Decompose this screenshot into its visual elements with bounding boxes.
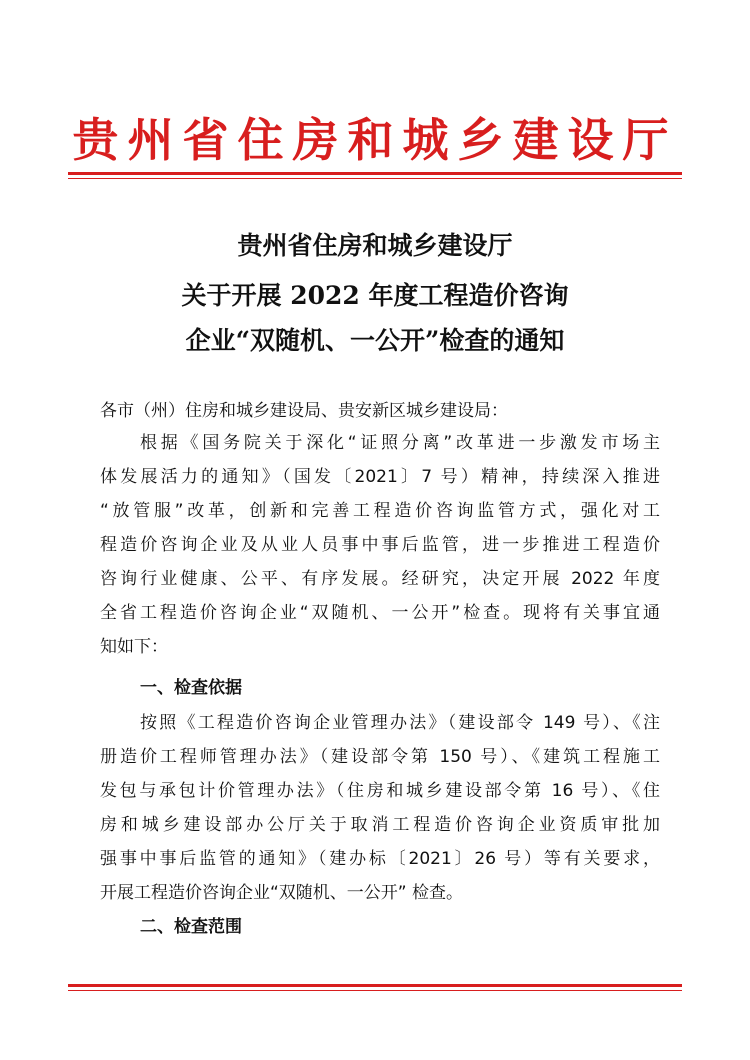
section-heading: 一、检查依据	[140, 678, 242, 698]
agency-header: 贵州省住房和城乡建设厅	[72, 113, 678, 167]
document-title-line-2: 关于开展 2022 年度工程造价咨询	[181, 281, 569, 310]
paragraph-line: 强事中事后监管的通知》（建办标〔2021〕26 号）等有关要求，	[100, 849, 660, 869]
paragraph-line: 根据《国务院关于深化“证照分离”改革进一步激发市场主	[140, 433, 660, 453]
document-title-line-1: 贵州省住房和城乡建设厅	[237, 231, 513, 260]
paragraph-line: 开展工程造价咨询企业“双随机、一公开” 检查。	[100, 883, 464, 903]
paragraph-line: 房和城乡建设部办公厅关于取消工程造价咨询企业资质审批加	[100, 815, 660, 835]
salutation: 各市（州）住房和城乡建设局、贵安新区城乡建设局：	[100, 401, 508, 421]
paragraph-line: 发包与承包计价管理办法》（住房和城乡建设部令第 16 号）、《住	[100, 781, 660, 801]
paragraph-line: 按照《工程造价咨询企业管理办法》（建设部令 149 号）、《注	[140, 713, 660, 733]
document-title-line-3: 企业“双随机、一公开”检查的通知	[185, 326, 565, 355]
footer-divider-thick	[68, 984, 682, 987]
paragraph-line: 程造价咨询企业及从业人员事中事后监管，进一步推进工程造价	[100, 535, 660, 555]
paragraph-line: “放管服”改革，创新和完善工程造价咨询监管方式，强化对工	[100, 501, 660, 521]
paragraph-line: 体发展活力的通知》（国发〔2021〕7 号）精神，持续深入推进	[100, 467, 660, 487]
paragraph-line: 全省工程造价咨询企业“双随机、一公开”检查。现将有关事宜通	[100, 603, 660, 623]
paragraph-line: 册造价工程师管理办法》（建设部令第 150 号）、《建筑工程施工	[100, 747, 660, 767]
header-divider-thin	[68, 178, 682, 179]
section-heading: 二、检查范围	[140, 917, 242, 937]
header-divider-thick	[68, 172, 682, 175]
footer-divider-thin	[68, 990, 682, 991]
paragraph-line: 咨询行业健康、公平、有序发展。经研究，决定开展 2022 年度	[100, 569, 660, 589]
paragraph-line: 知如下：	[100, 637, 168, 657]
